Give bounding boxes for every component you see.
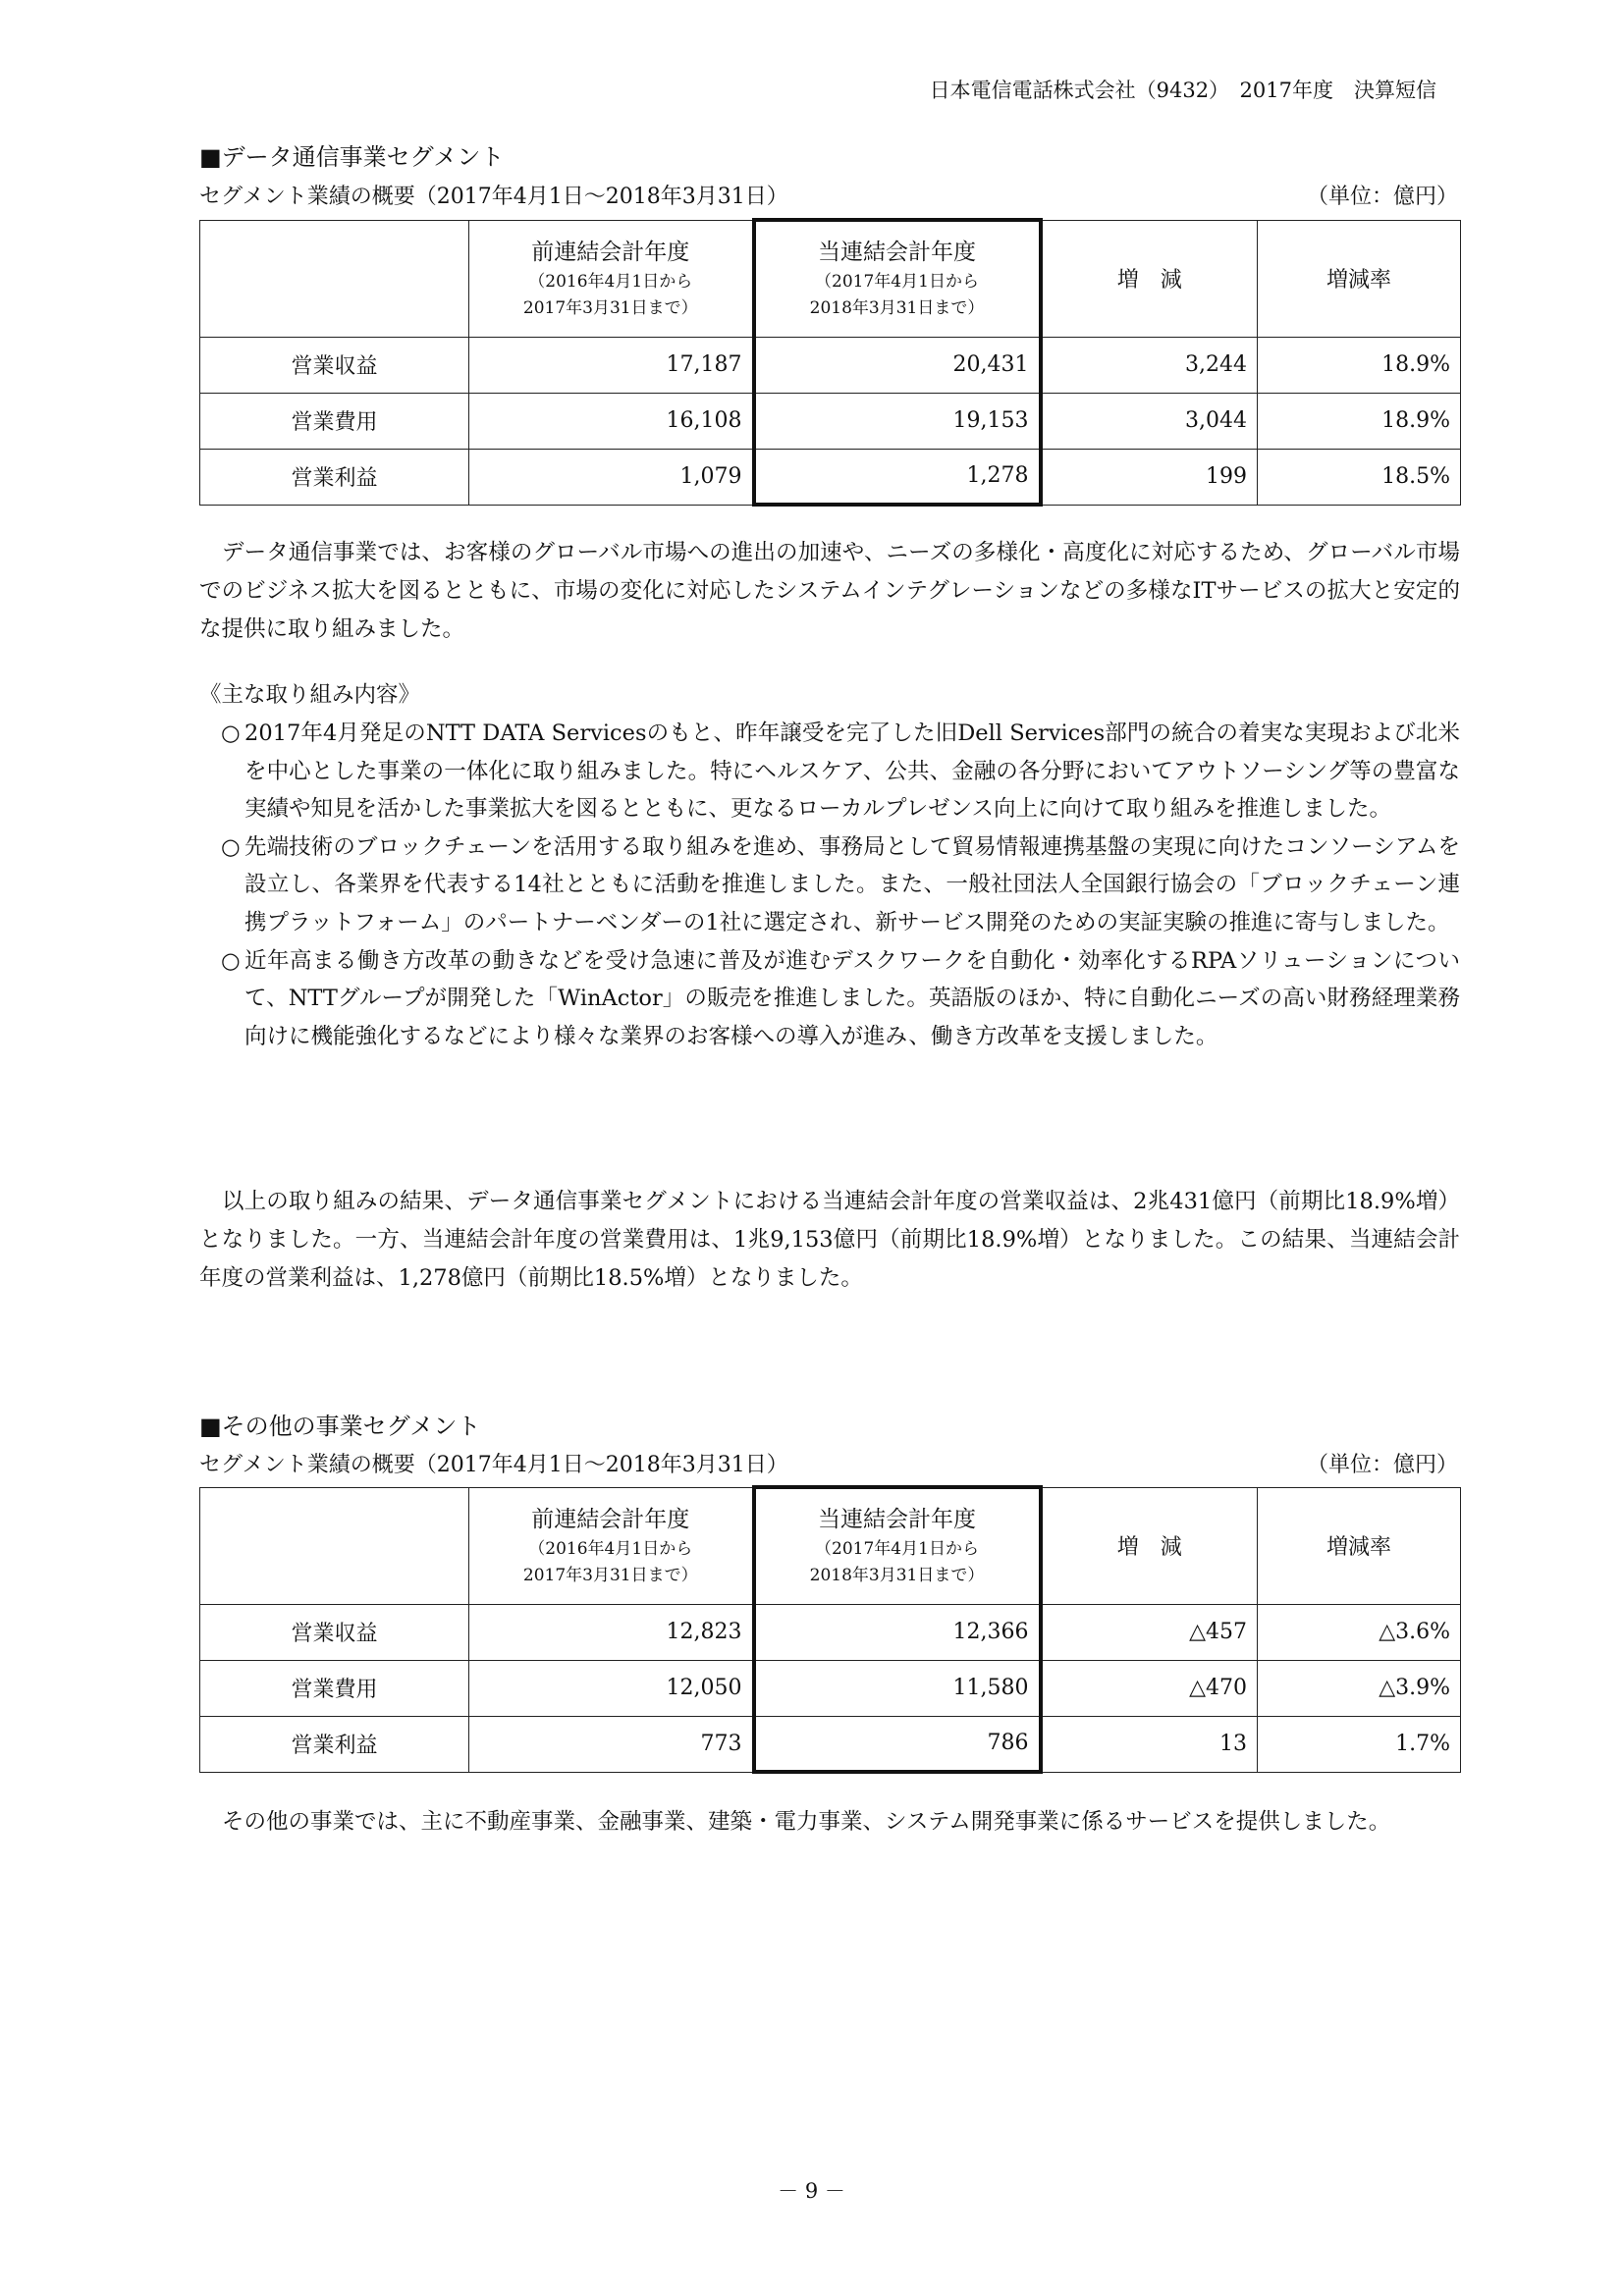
prev-value: 12,050: [469, 1660, 754, 1716]
prev-value: 1,079: [469, 449, 754, 505]
change-value: 13: [1041, 1716, 1258, 1772]
header-curr-year: 当連結会計年度 （2017年4月1日から 2018年3月31日まで）: [754, 220, 1041, 337]
header-change: 増 減: [1041, 1487, 1258, 1604]
table-header-row: [200, 220, 1461, 337]
change-value: 3,044: [1041, 393, 1258, 449]
data-segment-subtitle: セグメント業績の概要（2017年4月1日～2018年3月31日）: [199, 185, 788, 209]
change-value: △470: [1041, 1660, 1258, 1716]
prev-value: 17,187: [469, 337, 754, 393]
data-segment-unit: （単位：億円）: [1306, 185, 1458, 209]
curr-value: 11,580: [754, 1660, 1041, 1716]
prev-value: 773: [469, 1716, 754, 1772]
header-prev-year: 前連結会計年度 （2016年4月1日から 2017年3月31日まで）: [469, 220, 754, 337]
header-change-rate: 増減率: [1258, 220, 1461, 337]
rate-value: △3.6%: [1258, 1604, 1461, 1660]
data-segment-table: [199, 218, 1461, 507]
table-header-row: [200, 1487, 1461, 1604]
list-item: [221, 828, 1460, 942]
other-segment-description: その他の事業では、主に不動産事業、金融事業、建築・電力事業、システム開発事業に係るサービスを提供しました。: [222, 1809, 1391, 1835]
rate-value: 1.7%: [1258, 1716, 1461, 1772]
header-prev-year: 前連結会計年度 （2016年4月1日から 2017年3月31日まで）: [469, 1487, 754, 1604]
change-value: 3,244: [1041, 337, 1258, 393]
table-row: [200, 449, 1461, 505]
data-segment-intro: データ通信事業では、お客様のグローバル市場への進出の加速や、ニーズの多様化・高度化に対応するため、グローバル市場でのビジネス拡大を図るとともに、市場の変化に対応したシステムインテグレーションなどの多様なITサービスの拡大と安定的な提供に取り組みました。: [199, 540, 1460, 642]
row-label: 営業利益: [200, 1716, 469, 1772]
other-segment-table: [199, 1485, 1461, 1774]
page-number: － 9 －: [778, 2179, 845, 2203]
other-segment-subtitle: セグメント業績の概要（2017年4月1日～2018年3月31日）: [199, 1453, 788, 1477]
table-row: [200, 1660, 1461, 1716]
circle-bullet-icon: ○: [221, 833, 241, 860]
list-item: [221, 715, 1460, 828]
circle-bullet-icon: ○: [221, 721, 241, 746]
curr-value: 12,366: [754, 1604, 1041, 1660]
row-label: 営業利益: [200, 449, 469, 505]
data-segment-title: ■データ通信事業セグメント: [199, 143, 505, 171]
initiatives-title: 《主な取り組み内容》: [199, 682, 421, 708]
change-value: △457: [1041, 1604, 1258, 1660]
prev-value: 16,108: [469, 393, 754, 449]
header-curr-year: 当連結会計年度 （2017年4月1日から 2018年3月31日まで）: [754, 1487, 1041, 1604]
other-segment-title: ■その他の事業セグメント: [199, 1413, 481, 1440]
header-empty-cell: [200, 220, 469, 337]
table-row: [200, 337, 1461, 393]
table-row: [200, 1716, 1461, 1772]
rate-value: △3.9%: [1258, 1660, 1461, 1716]
header-empty-cell: [200, 1487, 469, 1604]
header-change: 増 減: [1041, 220, 1258, 337]
change-value: 199: [1041, 449, 1258, 505]
initiative-text: 先端技術のブロックチェーンを活用する取り組みを進め、事務局として貿易情報連携基盤の実現に向けたコンソーシアムを設立し、各業界を代表する14社とともに活動を推進しました。また、一般社団法人全国銀行協会の「ブロックチェーン連携プラットフォーム」のパートナーベンダーの1社に選定され、新サービス開発のための実証実験の推進に寄与しました。: [244, 833, 1460, 935]
table-row: [200, 393, 1461, 449]
rate-value: 18.9%: [1258, 393, 1461, 449]
row-label: 営業費用: [200, 1660, 469, 1716]
prev-value: 12,823: [469, 1604, 754, 1660]
rate-value: 18.5%: [1258, 449, 1461, 505]
document-header: 日本電信電話株式会社（9432） 2017年度 決算短信: [929, 79, 1436, 102]
circle-bullet-icon: ○: [221, 947, 241, 974]
row-label: 営業収益: [200, 1604, 469, 1660]
curr-value: 19,153: [754, 393, 1041, 449]
data-segment-conclusion: 以上の取り組みの結果、データ通信事業セグメントにおける当連結会計年度の営業収益は、2兆431億円（前期比18.9%増）となりました。一方、当連結会計年度の営業費用は、1兆9,153億円（前期比18.9%増）となりました。この結果、当連結会計年度の営業利益は、1,278億円（前期比18.5%増）となりました。: [199, 1189, 1460, 1291]
table-row: [200, 1604, 1461, 1660]
list-item: [221, 942, 1460, 1056]
curr-value: 1,278: [754, 449, 1041, 505]
initiatives-list: [221, 715, 1460, 1055]
row-label: 営業収益: [200, 337, 469, 393]
other-segment-unit: （単位：億円）: [1306, 1453, 1458, 1477]
initiative-text: 近年高まる働き方改革の動きなどを受け急速に普及が進むデスクワークを自動化・効率化するRPAソリューションについて、NTTグループが開発した「WinActor」の販売を推進しました。英語版のほか、特に自動化ニーズの高い財務経理業務向けに機能強化するなどにより様々な業界のお客様への導入が進み、働き方改革を支援しました。: [244, 947, 1460, 1049]
initiative-text: 2017年4月発足のNTT DATA Servicesのもと、昨年譲受を完了した旧Dell Services部門の統合の着実な実現および北米を中心とした事業の一体化に取り組みました。特にヘルスケア、公共、金融の各分野においてアウトソーシング等の豊富な実績や知見を活かした事業拡大を図るとともに、更なるローカルプレゼンス向上に向けて取り組みを推進しました。: [244, 721, 1460, 823]
rate-value: 18.9%: [1258, 337, 1461, 393]
header-change-rate: 増減率: [1258, 1487, 1461, 1604]
curr-value: 786: [754, 1716, 1041, 1772]
row-label: 営業費用: [200, 393, 469, 449]
curr-value: 20,431: [754, 337, 1041, 393]
